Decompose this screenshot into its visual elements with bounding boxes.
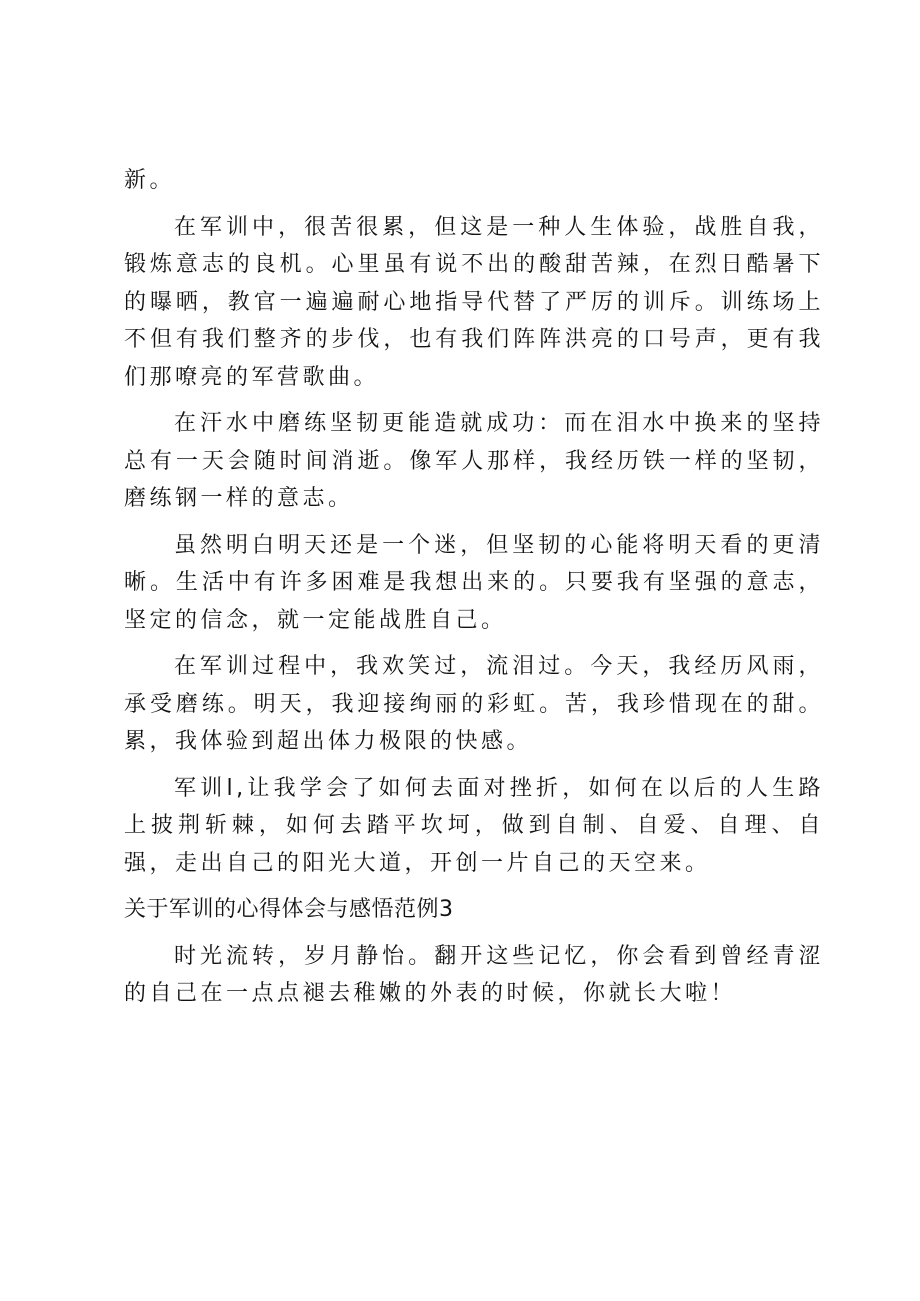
document-body [124,162,824,1022]
paragraph: 时光流转，岁月静怡。翻开这些记忆，你会看到曾经青涩的自己在一点点褪去稚嫩的外表的时候，你就长大啦！ [124,943,824,1006]
paragraph: 虽然明白明天还是一个迷，但坚韧的心能将明天看的更清晰。生活中有许多困难是我想出来的。只要我有坚强的意志，坚定的信念，就一定能战胜自己。 [124,532,824,633]
paragraph: 在军训过程中，我欢笑过，流泪过。今天，我经历风雨，承受磨练。明天，我迎接绚丽的彩虹。苦，我珍惜现在的甜。累，我体验到超出体力极限的快感。 [124,654,824,754]
paragraph-continuation: 新。 [124,168,176,193]
paragraph: 在汗水中磨练坚韧更能造就成功：而在泪水中换来的坚持总有一天会随时间消逝。像军人那样，我经历铁一样的坚韧，磨练钢一样的意志。 [124,411,824,511]
section-heading: 关于军训的心得体会与感悟范例3 [124,897,454,922]
paragraph: 军训l,让我学会了如何去面对挫折，如何在以后的人生路上披荆斩棘，如何去踏平坎坷，做到自制、自爱、自理、自强，走出自己的阳光大道，开创一片自己的天空来。 [124,775,824,876]
paragraph: 在军训中，很苦很累，但这是一种人生体验，战胜自我，锻炼意志的良机。心里虽有说不出的酸甜苦辣，在烈日酷暑下的曝晒，教官一遍遍耐心地指导代替了严厉的训斥。训练场上不但有我们整齐的步伐，也有我们阵阵洪亮的口号声，更有我们那嘹亮的军营歌曲。 [124,214,824,390]
